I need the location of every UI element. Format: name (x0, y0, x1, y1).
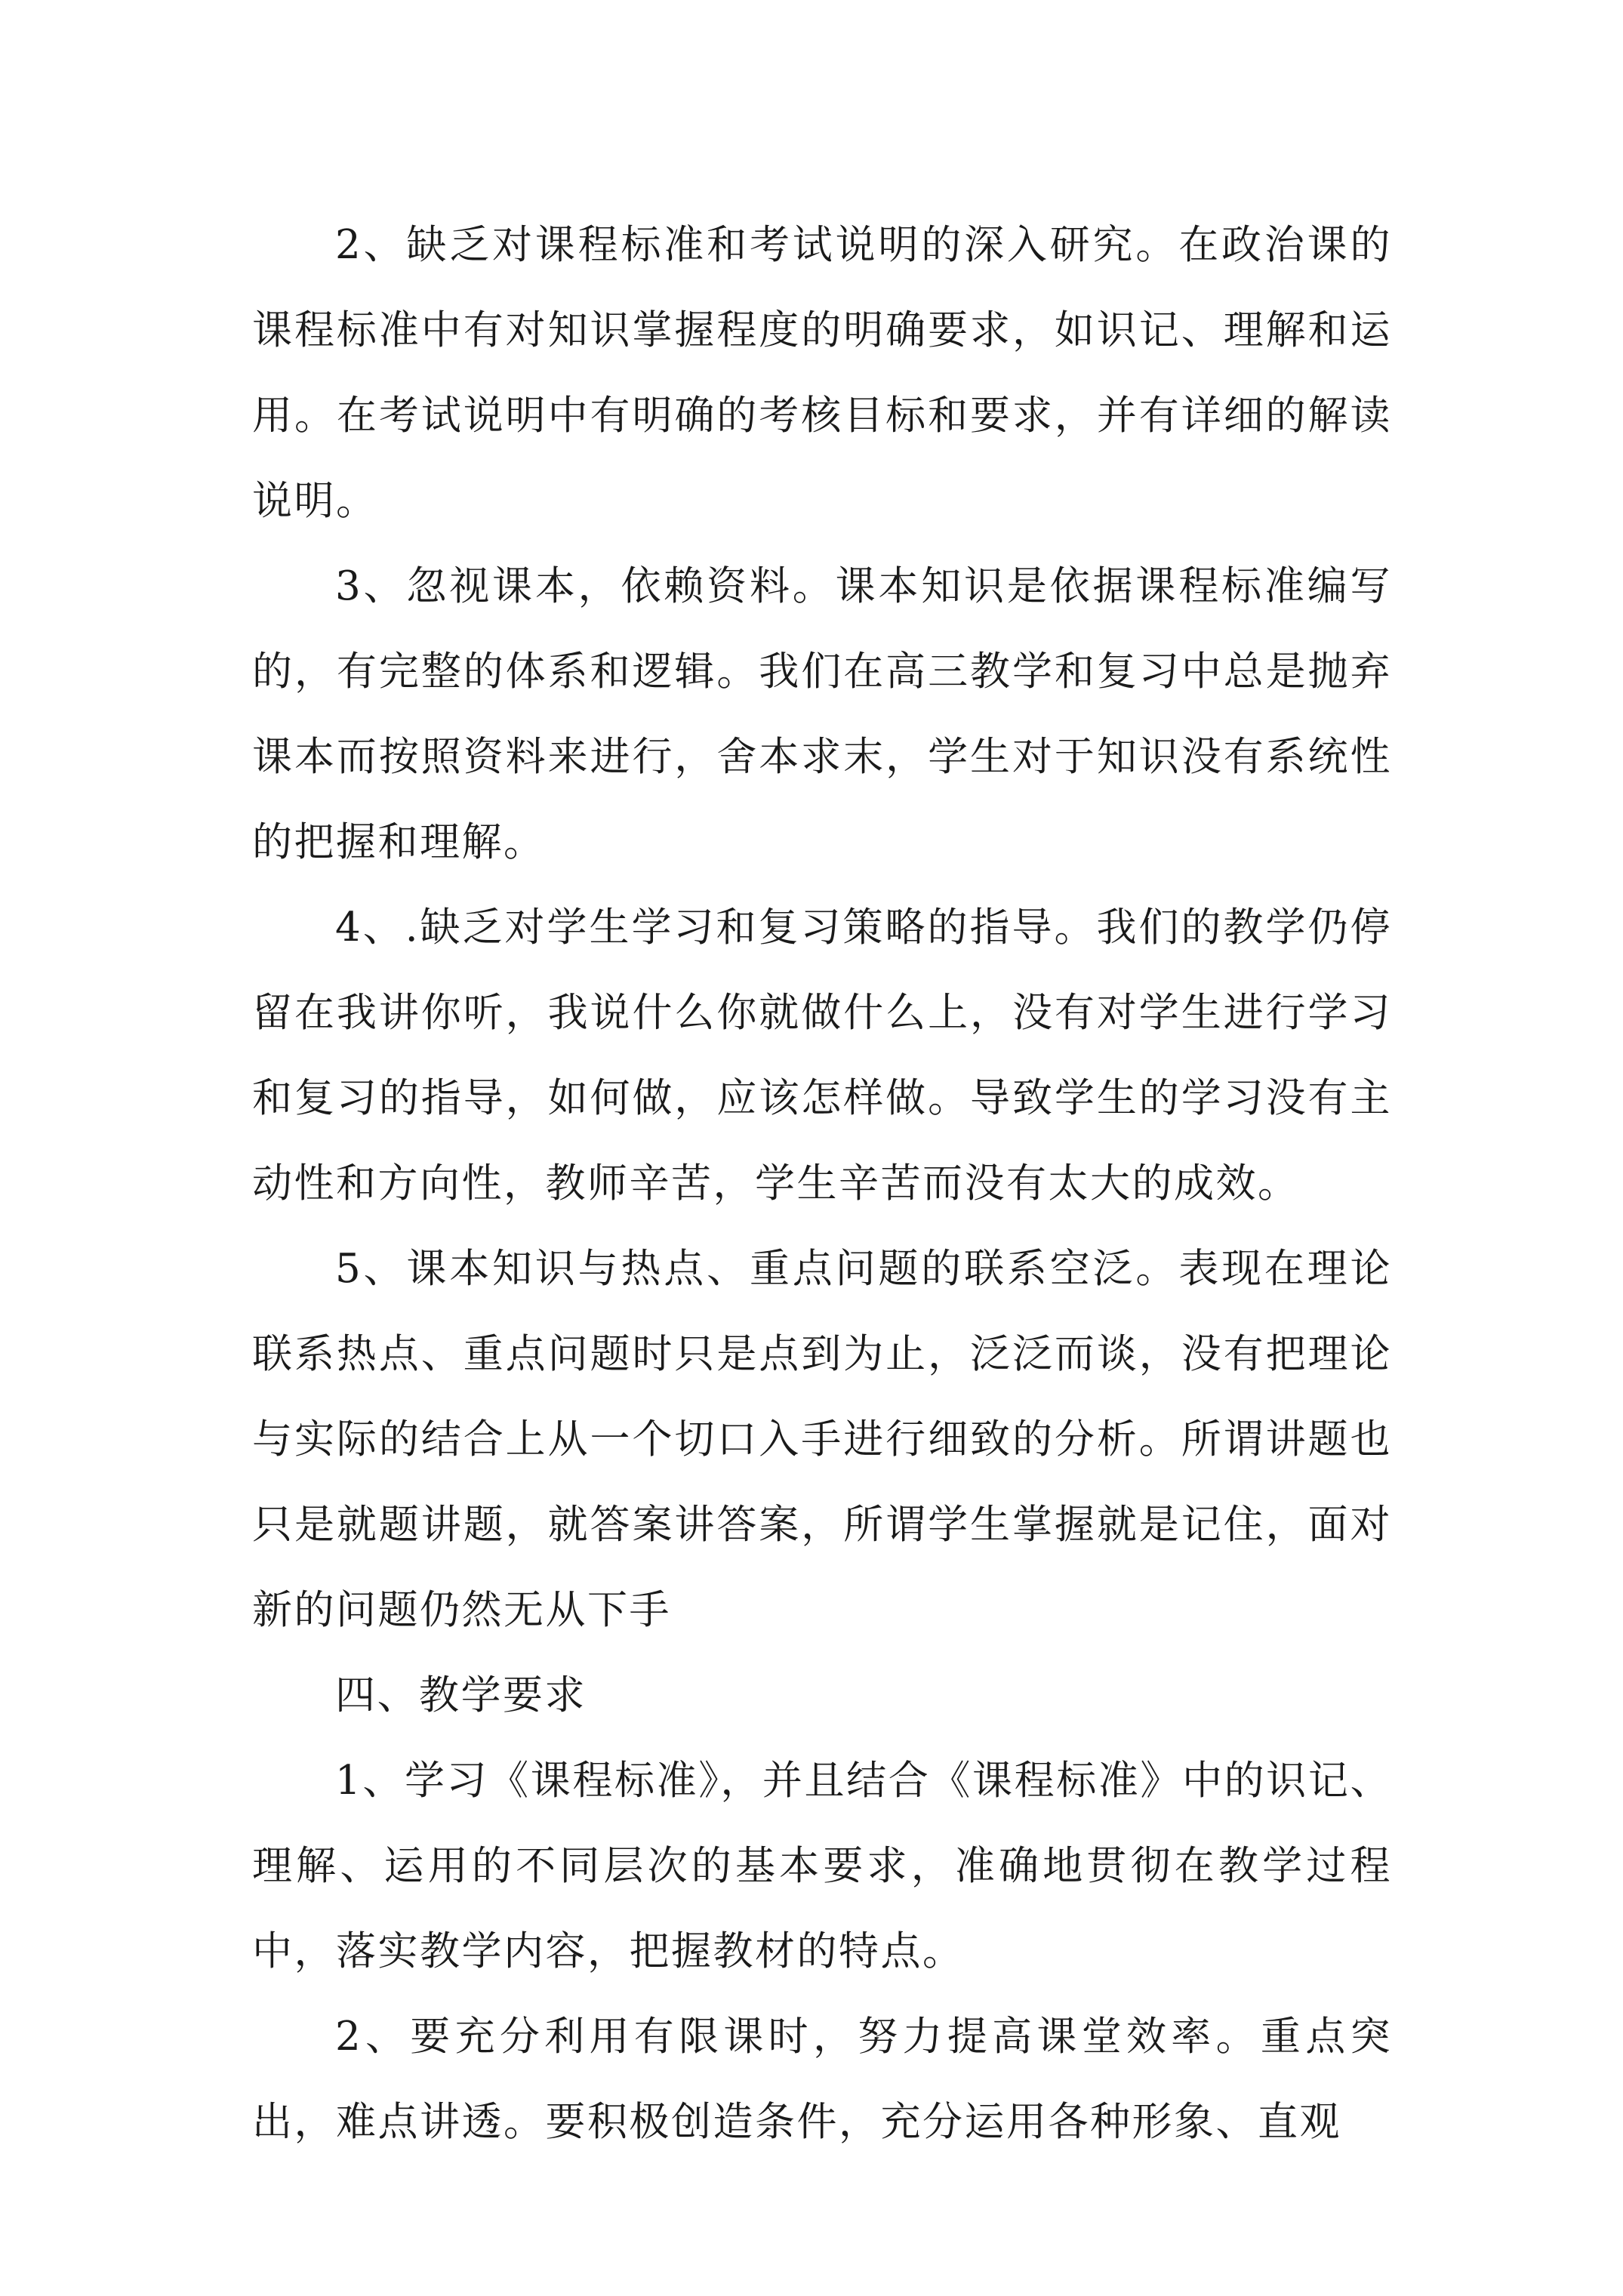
paragraph-use-class-time: 2、要充分利用有限课时，努力提高课堂效率。重点突出，难点讲透。要积极创造条件，充分运用各种形象、直观 (252, 2014, 1392, 2145)
paragraph-study-standards: 1、学习《课程标准》，并且结合《课程标准》中的识记、理解、运用的不同层次的基本要求，准确地贯彻在教学过程中，落实教学内容，把握教材的特点。 (252, 1758, 1392, 1974)
paragraph-lack-standards-research: 2、缺乏对课程标准和考试说明的深入研究。在政治课的课程标准中有对知识掌握程度的明确要求，如识记、理解和运用。在考试说明中有明确的考核目标和要求，并有详细的解读说明。 (252, 222, 1392, 524)
paragraph-lack-strategy-guidance: 4、.缺乏对学生学习和复习策略的指导。我们的教学仍停留在我讲你听，我说什么你就做什么上，没有对学生进行学习和复习的指导，如何做，应该怎样做。导致学生的学习没有主动性和方向性，教师辛苦，学生辛苦而没有太大的成效。 (252, 905, 1392, 1207)
paragraph-ignore-textbook: 3、忽视课本，依赖资料。课本知识是依据课程标准编写的，有完整的体系和逻辑。我们在高三教学和复习中总是抛弃课本而按照资料来进行，舍本求末，学生对于知识没有系统性的把握和理解。 (252, 563, 1392, 865)
section-heading-teaching-requirements: 四、教学要求 (335, 1672, 587, 1718)
paragraph-hotspot-links: 5、课本知识与热点、重点问题的联系空泛。表现在理论联系热点、重点问题时只是点到为止，泛泛而谈，没有把理论与实际的结合上从一个切口入手进行细致的分析。所谓讲题也只是就题讲题，就答案讲答案，所谓学生掌握就是记住，面对新的问题仍然无从下手 (252, 1246, 1392, 1633)
document-body (252, 202, 1392, 2165)
